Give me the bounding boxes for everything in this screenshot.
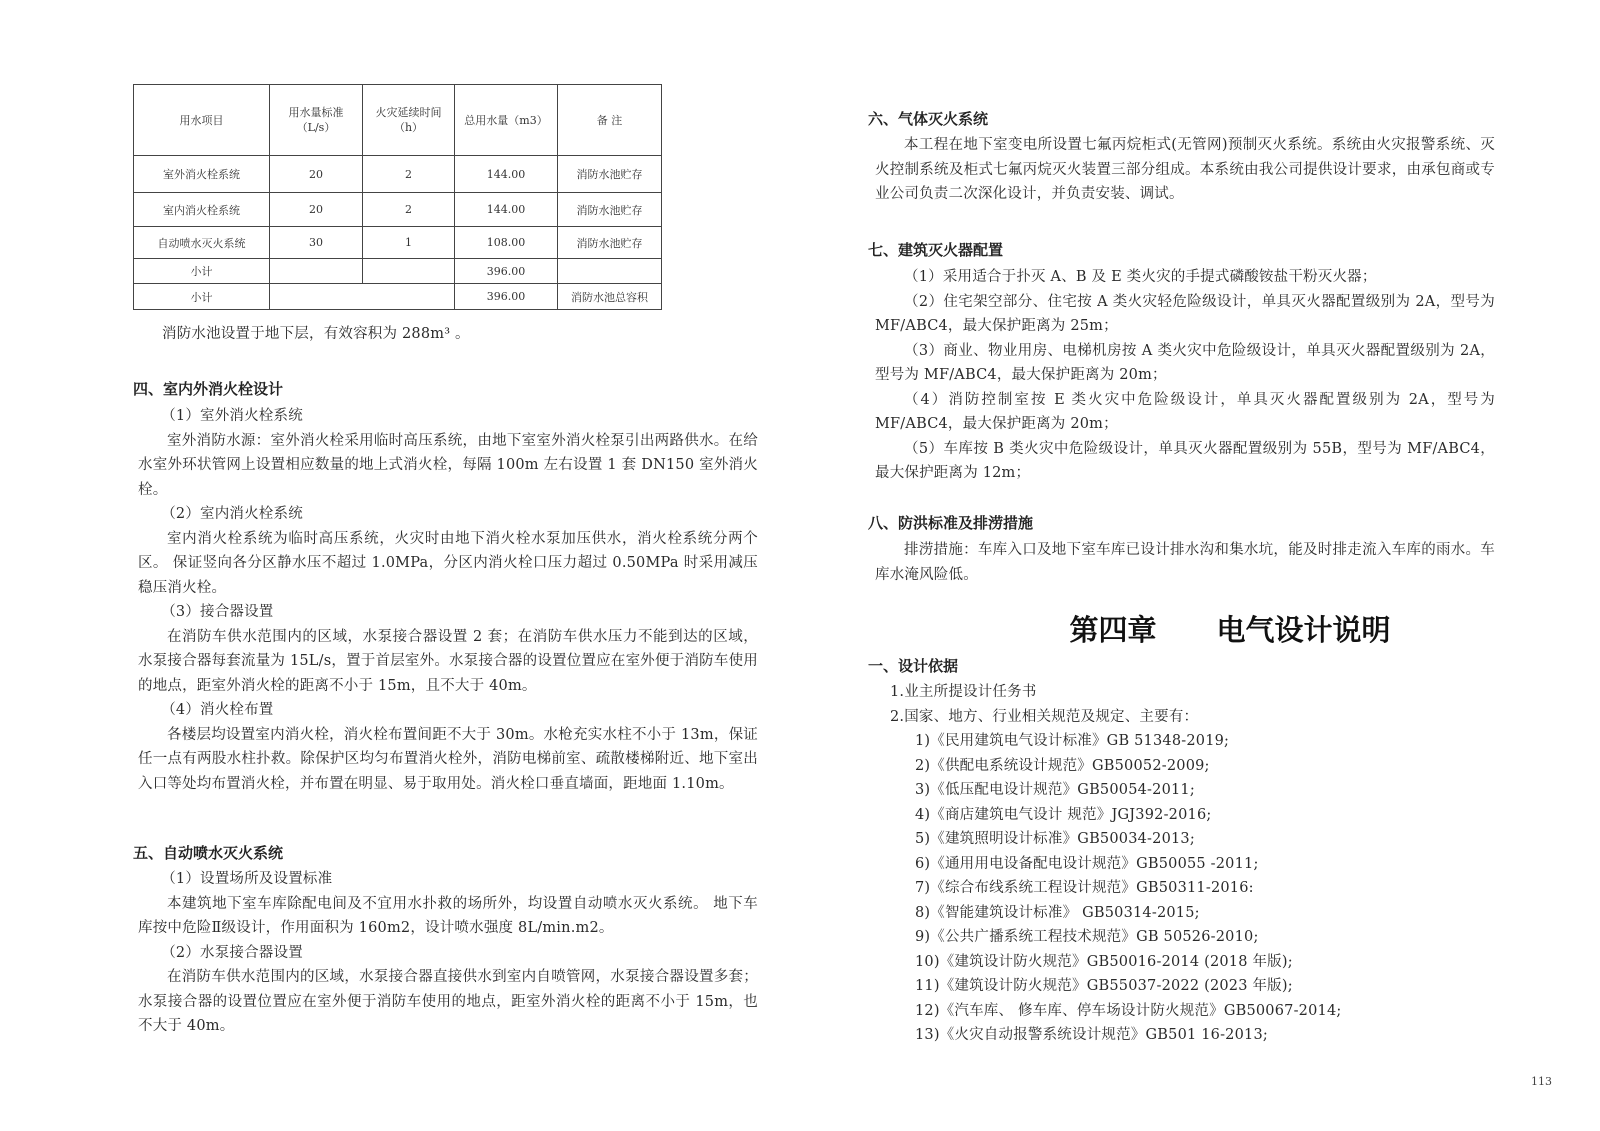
standard-item: 7)《综合布线系统工程设计规范》GB50311-2016: [915,880,1254,896]
standard-item: 6)《通用用电设备配电设计规范》GB50055 -2011; [915,855,1259,872]
table-row [134,193,662,227]
section-4-title: 四、室内外消火栓设计 [133,380,284,398]
table-header-row [134,85,662,156]
subheading: （2）室内消火栓系统 [161,506,303,522]
paragraph: 本建筑地下室车库除配电间及不宜用水扑救的场所外，均设置自动喷水灭火系统。 地下车库按中危险Ⅱ级设计，作用面积为 160m2，设计喷水强度 8L/min.m2。 [138,895,758,936]
section-5-title: 五、自动喷水灭火系统 [133,844,284,862]
section-5-body [138,867,758,1039]
table-cell: 消防水池贮存 [558,227,662,259]
standard-item: 9)《公共广播系统工程技术规范》GB 50526-2010; [915,929,1259,945]
paragraph: 在消防车供水范围内的区域，水泵接合器直接供水到室内自喷管网，水泵接合器设置多套；水泵接合器的设置位置应在室外便于消防车使用的地点，距室外消火栓的距离不小于 15m，也不大于 40m。 [138,969,758,1034]
table-cell: 144.00 [455,193,558,227]
standard-item: 4)《商店建筑电气设计 规范》JGJ392-2016; [915,806,1212,823]
table-cell: 自动喷水灭火系统 [134,227,270,259]
page-number: 113 [1531,1075,1552,1088]
subheading: （1）室外消火栓系统 [161,408,303,424]
subheading: （3）接合器设置 [161,604,274,620]
table-row [134,156,662,193]
table-header-cell: 火灾延续时间 （h） [363,85,455,156]
table-cell [270,284,455,310]
table-cell: 室外消火栓系统 [134,156,270,193]
basis-intro-1: 1.业主所提设计任务书 [890,684,1037,700]
table-cell: 396.00 [455,259,558,284]
table-header-cell: 用水量标准 （L/s） [270,85,363,156]
basis-body [890,680,1510,1048]
section-8-title: 八、防洪标准及排涝措施 [868,514,1034,532]
chapter-number: 第四章 [1069,613,1157,647]
section-6-body [875,133,1495,207]
section-7-body [875,265,1495,486]
table-cell: 小计 [134,284,270,310]
chapter-title [880,608,1580,649]
table-cell: 20 [270,156,363,193]
table-cell: 小计 [134,259,270,284]
water-usage-table [133,84,662,310]
section-4-body [138,404,758,796]
table-cell: 消防水池贮存 [558,156,662,193]
basis-title: 一、设计依据 [868,657,959,675]
table-cell [363,259,455,284]
standard-item: 2)《供配电系统设计规范》GB50052-2009; [915,757,1210,774]
pool-note: 消防水池设置于地下层，有效容积为 288m³ 。 [162,326,470,342]
table-cell: 20 [270,193,363,227]
table-cell: 消防水池总容积 [558,284,662,310]
table-cell: 2 [363,156,455,193]
table-cell: 108.00 [455,227,558,259]
standards-list [890,729,1510,1048]
table-cell: 396.00 [455,284,558,310]
paragraph: 各楼层均设置室内消火栓，消火栓布置间距不大于 30m。水枪充实水柱不小于 13m，保证任一点有两股水柱扑救。除保护区均匀布置消火栓外，消防电梯前室、疏散楼梯附近、地下室出入口等处均布置消火栓，并布置在明显、易于取用处。消火栓口垂直墙面，距地面 1.10m。 [138,726,758,792]
table-header-cell: 用水项目 [134,85,270,156]
subheading: （4）消火栓布置 [161,702,274,718]
table-row [134,227,662,259]
paragraph: 室内消火栓系统为临时高压系统，火灾时由地下消火栓水泵加压供水，消火栓系统分两个区。 保证竖向各分区静水压不超过 1.0MPa，分区内消火栓口压力超过 0.50MPa 时采用减压稳压消火栓。 [138,530,758,596]
paragraph: 排涝措施：车库入口及地下室车库已设计排水沟和集水坑，能及时排走流入车库的雨水。车库水淹风险低。 [875,542,1495,583]
list-item: （1）采用适合于扑灭 A、B 及 E 类火灾的手提式磷酸铵盐干粉灭火器； [904,269,1377,285]
table-cell [270,259,363,284]
subheading: （1）设置场所及设置标准 [161,871,333,887]
table-cell: 1 [363,227,455,259]
table-cell: 2 [363,193,455,227]
list-item: （4）消防控制室按 E 类火灾中危险级设计，单具灭火器配置级别为 2A，型号为 MF/ABC4，最大保护距离为 20m； [875,391,1495,432]
table-subtotal-row [134,259,662,284]
table-cell: 室内消火栓系统 [134,193,270,227]
standard-item: 8)《智能建筑设计标准》 GB50314-2015; [915,904,1200,921]
table-cell [558,259,662,284]
list-item: （2）住宅架空部分、住宅按 A 类火灾轻危险级设计，单具灭火器配置级别为 2A，型号为 MF/ABC4，最大保护距离为 25m； [875,293,1495,334]
standard-item: 11)《建筑设计防火规范》GB55037-2022 (2023 年版); [915,978,1293,994]
table-cell: 消防水池贮存 [558,193,662,227]
standard-item: 13)《火灾自动报警系统设计规范》GB501 16-2013; [915,1027,1268,1043]
standard-item: 1)《民用建筑电气设计标准》GB 51348-2019; [915,733,1230,749]
section-8-body [875,538,1495,587]
table-header-cell: 总用水量（m3） [455,85,558,156]
basis-intro-2: 2.国家、地方、行业相关规范及规定、主要有： [890,708,1199,725]
standard-item: 3)《低压配电设计规范》GB50054-2011; [915,782,1195,798]
section-6-title: 六、气体灭火系统 [868,110,989,128]
table-total-row [134,284,662,310]
paragraph: 本工程在地下室变电所设置七氟丙烷柜式(无管网)预制灭火系统。系统由火灾报警系统、灭火控制系统及柜式七氟丙烷灭火装置三部分组成。本系统由我公司提供设计要求，由承包商或专业公司负责二次深化设计，并负责安装、调试。 [875,137,1495,202]
pool-note-block [133,322,773,347]
standard-item: 12)《汽车库、 修车库、停车场设计防火规范》GB50067-2014; [915,1002,1342,1019]
standard-item: 10)《建筑设计防火规范》GB50016-2014 (2018 年版); [915,953,1293,970]
paragraph: 室外消防水源：室外消火栓采用临时高压系统，由地下室室外消火栓泵引出两路供水。在给水室外环状管网上设置相应数量的地上式消火栓，每隔 100m 左右设置 1 套 DN150 室外消火栓。 [138,432,758,498]
section-7-title: 七、建筑灭火器配置 [868,241,1004,259]
paragraph: 在消防车供水范围内的区域，水泵接合器设置 2 套；在消防车供水压力不能到达的区域，水泵接合器每套流量为 15L/s，置于首层室外。水泵接合器的设置位置应在室外便于消防车使用的地点，距室外消火栓的距离不小于 15m，且不大于 40m。 [138,628,758,694]
subheading: （2）水泵接合器设置 [161,944,303,961]
table-cell: 30 [270,227,363,259]
table-cell: 144.00 [455,156,558,193]
standard-item: 5)《建筑照明设计标准》GB50034-2013; [915,831,1195,847]
table-header-cell: 备 注 [558,85,662,156]
list-item: （3）商业、物业用房、电梯机房按 A 类火灾中危险级设计，单具灭火器配置级别为 2A，型号为 MF/ABC4，最大保护距离为 20m； [875,342,1495,383]
list-item: （5）车库按 B 类火灾中危险级设计，单具灭火器配置级别为 55B，型号为 MF/ABC4，最大保护距离为 12m； [875,440,1495,481]
chapter-name: 电气设计说明 [1216,613,1391,647]
